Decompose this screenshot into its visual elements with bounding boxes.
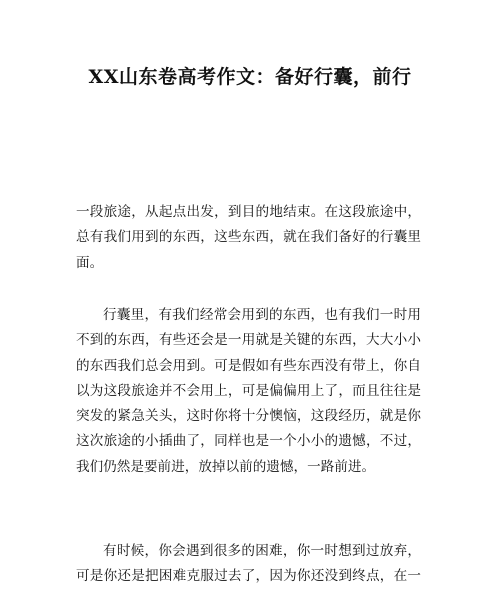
paragraph-line: 有时候，你会遇到很多的困难，你一时想到过放弃，	[103, 543, 421, 559]
paragraph-line: 可是你还是把困难克服过去了，因为你还没到终点，在一	[76, 568, 421, 585]
paragraph-line: 不到的东西，有些还会是一用就是关键的东西，大大小小	[76, 332, 421, 349]
paragraph-1	[76, 200, 421, 276]
paragraph-line: 突发的紧急关头，这时你将十分懊恼，这段经历，就是你	[76, 408, 421, 425]
paragraph-line: 总有我们用到的东西，这些东西，就在我们备好的行囊里	[76, 229, 421, 246]
paragraph-3	[76, 539, 421, 590]
paragraph-2	[76, 303, 421, 480]
paragraph-line: 行囊里，有我们经常会用到的东西，也有我们一时用	[103, 307, 421, 323]
paragraph-line: 面。	[76, 254, 104, 271]
document-title: XX山东卷高考作文：备好行囊，前行	[88, 66, 412, 88]
paragraph-line: 一段旅途，从起点出发，到目的地结束。在这段旅途中，	[76, 204, 421, 220]
paragraph-line: 的东西我们总会用到。可是假如有些东西没有带上，你自	[76, 357, 421, 374]
paragraph-line: 我们仍然是要前进，放掉以前的遗憾，一路前进。	[76, 458, 376, 475]
paragraph-line: 以为这段旅途并不会用上，可是偏偏用上了，而且往往是	[76, 382, 421, 399]
paragraph-line: 这次旅途的小插曲了，同样也是一个小小的遗憾，不过，	[76, 433, 421, 450]
